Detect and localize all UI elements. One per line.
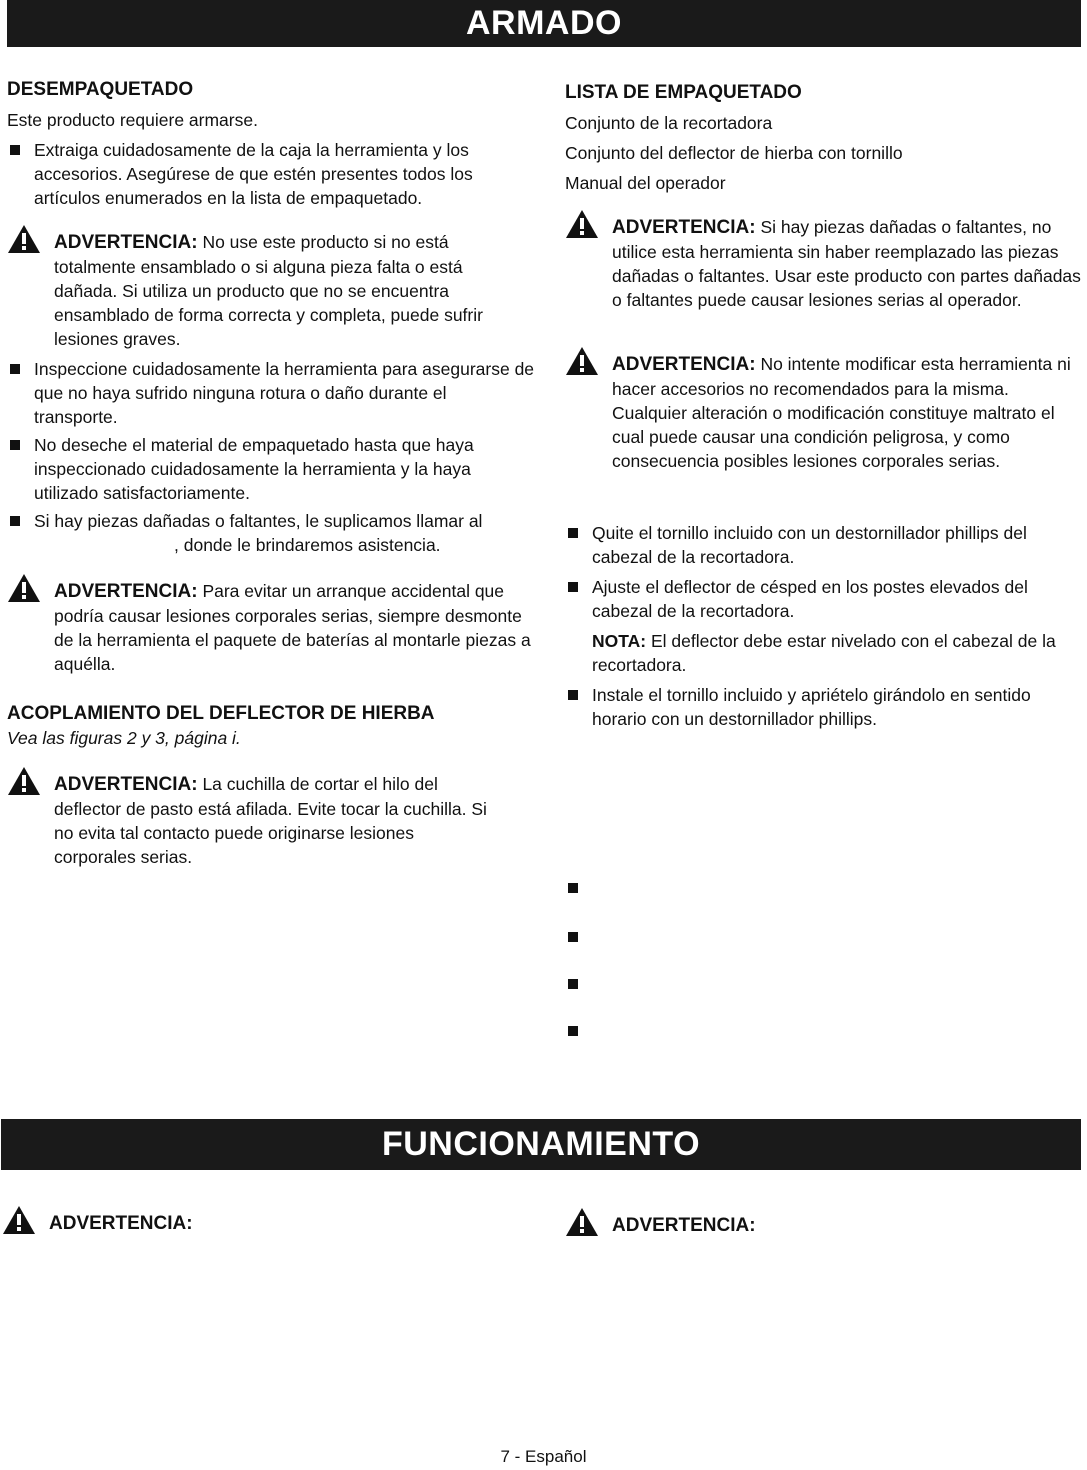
desempaquetado-heading: DESEMPAQUETADO — [7, 79, 194, 100]
bullet-square-icon — [10, 145, 20, 155]
note — [565, 629, 1085, 677]
warning-triangle-icon — [7, 224, 41, 254]
warning-label: ADVERTENCIA: — [54, 232, 198, 253]
list-item — [565, 683, 1085, 731]
warning-block — [7, 772, 495, 869]
warning-block — [565, 215, 1085, 312]
lista-item: Conjunto de la recortadora — [565, 113, 773, 133]
list-item — [565, 575, 1085, 623]
bullet-square-icon — [568, 979, 578, 989]
figure-reference: Vea las figuras 2 y 3, página i. — [7, 728, 241, 748]
left-column — [7, 78, 535, 869]
list-item-text: Ajuste el deflector de césped en los postes elevados del cabezal de la recortadora. — [592, 577, 1028, 621]
list-item — [7, 509, 535, 557]
desempaquetado-intro: Este producto requiere armarse. — [7, 110, 258, 130]
warning-label: ADVERTENCIA: — [612, 1215, 756, 1236]
warning-triangle-icon — [7, 573, 41, 603]
warning-block — [565, 1213, 756, 1238]
warning-label: ADVERTENCIA: — [54, 774, 198, 795]
warning-triangle-icon — [2, 1205, 36, 1235]
warning-text: Para evitar un arranque accidental que podría causar lesiones corporales serias, siempre desmonte de la herramienta el paquete de baterías al montarle piezas a aquélla. — [54, 581, 531, 674]
acoplamiento-heading: ACOPLAMIENTO DEL DEFLECTOR DE HIERBA — [7, 703, 435, 724]
lista-heading: LISTA DE EMPAQUETADO — [565, 82, 802, 103]
bullet-square-icon — [568, 690, 578, 700]
list-item-text: Quite el tornillo incluido con un destornillador phillips del cabezal de la recortadora. — [592, 523, 1027, 567]
warning-label: ADVERTENCIA: — [49, 1213, 193, 1234]
armado-banner — [7, 0, 1081, 47]
list-item-text: No deseche el material de empaquetado hasta que haya inspeccionado cuidadosamente la herramienta y la haya utilizado satisfactoriamente. — [34, 435, 474, 503]
warning-block — [565, 352, 1085, 473]
note-label: NOTA: — [592, 631, 647, 651]
list-item-text: Extraiga cuidadosamente de la caja la herramienta y los accesorios. Asegúrese de que estén presentes todos los artículos enumerados en la lista de empaquetado. — [34, 140, 473, 208]
warning-block — [7, 230, 527, 351]
lista-item: Conjunto del deflector de hierba con tornillo — [565, 143, 903, 163]
warning-triangle-icon — [7, 766, 41, 796]
warning-text: No intente modificar esta herramienta ni hacer accesorios no recomendados para la misma. Cualquier alteración o modificación constituye maltrato el cual puede causar una condición peligrosa, y como consecuencia posibles lesiones corporales serias. — [612, 354, 1071, 471]
warning-block — [7, 579, 535, 676]
bullet-square-icon — [568, 582, 578, 592]
list-item-text: Si hay piezas dañadas o faltantes, le suplicamos llamar al — [34, 511, 483, 531]
bullet-square-icon — [568, 883, 578, 893]
warning-text: Si hay piezas dañadas o faltantes, no utilice esta herramienta sin haber reemplazado las piezas dañadas o faltantes. Usar este producto con partes dañadas o faltantes puede causar lesiones serias al operador. — [612, 217, 1081, 310]
list-item-text: Instale el tornillo incluido y apriételo girándolo en sentido horario con un destornillador phillips. — [592, 685, 1031, 729]
list-item — [7, 433, 535, 505]
bullet-square-icon — [10, 364, 20, 374]
note-text: El deflector debe estar nivelado con el cabezal de la recortadora. — [592, 631, 1056, 675]
warning-label: ADVERTENCIA: — [612, 217, 756, 238]
list-item — [7, 357, 535, 429]
warning-triangle-icon — [565, 346, 599, 376]
bullet-square-icon — [10, 516, 20, 526]
list-item-text: Inspeccione cuidadosamente la herramienta para asegurarse de que no haya sufrido ninguna rotura o daño durante el transporte. — [34, 359, 535, 427]
right-column — [565, 81, 1085, 731]
bullet-square-icon — [568, 932, 578, 942]
bullet-square-icon — [10, 440, 20, 450]
armado-title: ARMADO — [466, 4, 622, 42]
list-item — [565, 521, 1085, 569]
funcionamiento-title: FUNCIONAMIENTO — [381, 1125, 701, 1163]
warning-label: ADVERTENCIA: — [54, 581, 198, 602]
bullet-square-icon — [568, 528, 578, 538]
warning-text: La cuchilla de cortar el hilo del deflector de pasto está afilada. Evite tocar la cuchilla. Si no evita tal contacto puede originarse lesiones corporales serias. — [54, 774, 487, 867]
bullet-square-icon — [568, 1026, 578, 1036]
list-item-text: , donde le brindaremos asistencia. — [174, 535, 441, 555]
warning-label: ADVERTENCIA: — [612, 354, 756, 375]
warning-block — [2, 1211, 193, 1236]
lista-item: Manual del operador — [565, 173, 726, 193]
warning-text: No use este producto si no está totalmente ensamblado o si alguna pieza falta o está dañada. Si utiliza un producto que no se encuentra ensamblado de forma correcta y completa, puede sufrir lesiones graves. — [54, 232, 483, 349]
page-footer: 7 - Español — [500, 1447, 587, 1466]
warning-triangle-icon — [565, 209, 599, 239]
list-item — [7, 138, 535, 210]
warning-triangle-icon — [565, 1207, 599, 1237]
funcionamiento-banner — [1, 1119, 1081, 1170]
